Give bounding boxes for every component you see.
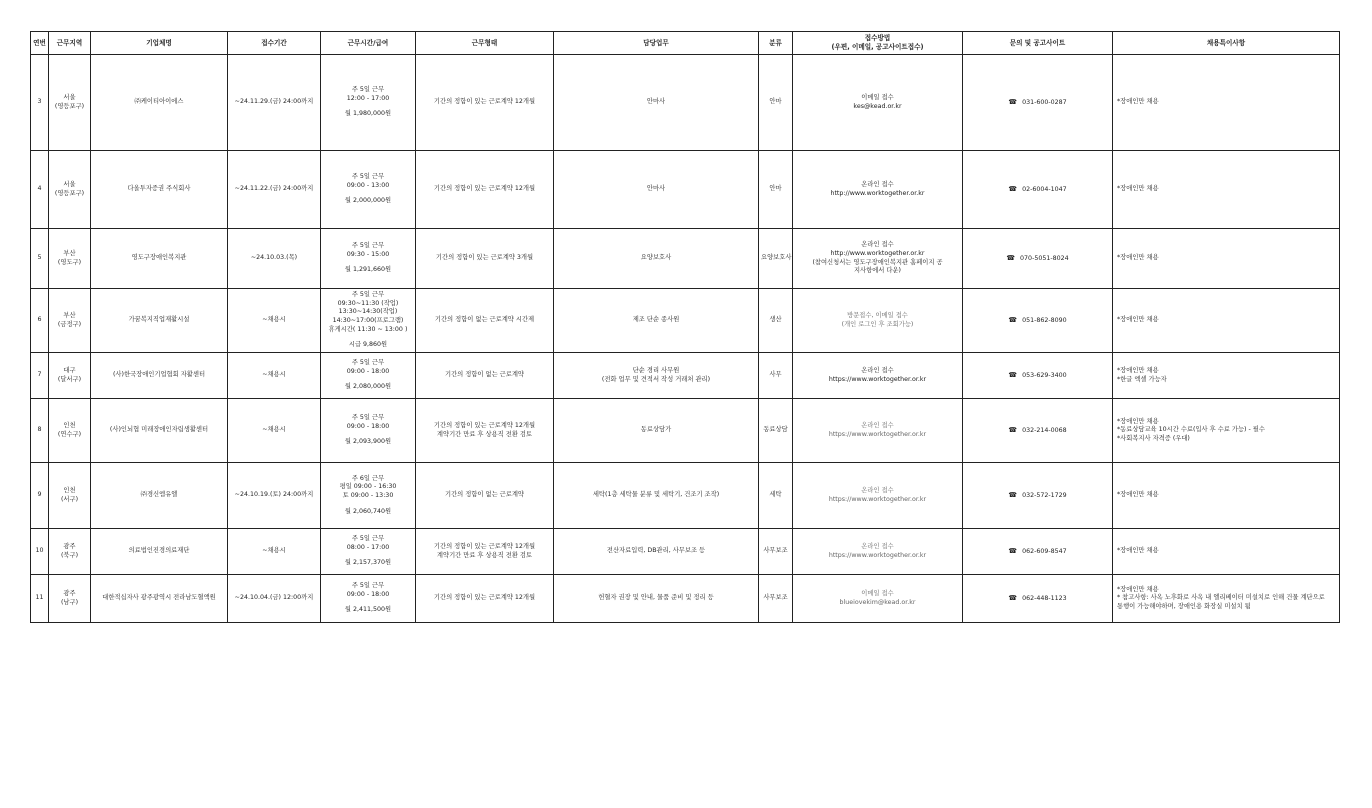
hiring-notes-line: *장애인만 채용 [1117, 491, 1159, 499]
application-method-line: 온라인 접수 [861, 486, 894, 494]
work-region [49, 289, 91, 353]
hiring-notes [1113, 353, 1340, 399]
work-region-line: 서울 [63, 93, 76, 101]
work-hours-line: 09:00 - 18:00 [346, 367, 390, 375]
job-duty-line: 동료상담가 [640, 426, 672, 434]
work-hours-line: 주 5일 근무 [351, 291, 385, 299]
job-duty [554, 289, 759, 353]
work-hours-line: 09:00 - 18:00 [346, 422, 390, 430]
contact-phone [963, 353, 1113, 399]
application-method [793, 399, 963, 463]
job-category: 세탁 [759, 463, 793, 529]
header-method-line1: 접수방법 [864, 34, 891, 43]
work-region [49, 399, 91, 463]
job-category: 사무보조 [759, 529, 793, 575]
application-method-line: blueiovekim@kead.or.kr [839, 598, 916, 606]
work-region-line: (금정구) [57, 320, 82, 328]
application-period: ~24.11.22.(금) 24:00까지 [228, 151, 321, 229]
work-hours-line: 주 5일 근무 [351, 86, 385, 94]
table-row [31, 151, 1340, 229]
employment-type [416, 575, 554, 623]
application-method [793, 229, 963, 289]
hiring-notes-line: *장애인만 채용 [1117, 366, 1159, 374]
job-category: 동료상담 [759, 399, 793, 463]
work-region [49, 529, 91, 575]
work-hours-salary [321, 575, 416, 623]
work-hours-line: 주 5일 근무 [351, 173, 385, 181]
work-region-line: 인천 [63, 421, 76, 429]
header-method-line2: (우편, 이메일, 공고사이트접수) [831, 43, 924, 51]
contact-phone [963, 575, 1113, 623]
application-method-line: 온라인 접수 [861, 366, 894, 374]
application-method [793, 463, 963, 529]
row-number: 5 [31, 229, 49, 289]
hiring-notes [1113, 529, 1340, 575]
application-method-line: http://www.worktogether.or.kr [830, 189, 925, 197]
employment-type [416, 353, 554, 399]
contact-phone [963, 229, 1113, 289]
job-duty-line: 단순 경리 사무원 [632, 366, 680, 374]
job-listing-sheet [30, 31, 1339, 623]
job-duty [554, 575, 759, 623]
work-hours-salary [321, 463, 416, 529]
header-hours: 근무시간/급여 [321, 32, 416, 55]
work-region-line: 인천 [63, 486, 76, 494]
contact-phone [963, 55, 1113, 151]
table-row [31, 289, 1340, 353]
job-duty [554, 55, 759, 151]
company-name: 의료법인진경의료재단 [91, 529, 228, 575]
row-number: 11 [31, 575, 49, 623]
hiring-notes-line: *한글 엑셀 가능자 [1117, 375, 1167, 383]
employment-type [416, 399, 554, 463]
application-period: ~24.11.29.(금) 24:00까지 [228, 55, 321, 151]
job-duty [554, 463, 759, 529]
employment-type-line: 계약기간 만료 후 상용직 전환 검토 [436, 551, 533, 559]
company-name: 영도구장애인복지관 [91, 229, 228, 289]
employment-type-line: 기간의 정함이 없는 근로계약 [445, 371, 524, 379]
work-hours-salary [321, 353, 416, 399]
work-hours-line: 13:30~14:30(작업) [338, 308, 398, 316]
work-region-line: 광주 [63, 589, 76, 597]
phone-number: 032-214-0068 [1022, 426, 1067, 434]
hiring-notes-line: 통행이 가능해야하며, 장애인용 화장실 미설치 됨 [1117, 602, 1251, 610]
work-region [49, 229, 91, 289]
job-category: 안마 [759, 55, 793, 151]
phone-number: 032-572-1729 [1022, 491, 1067, 499]
phone-icon: ☎ [1008, 184, 1018, 193]
employment-type-line: 기간의 정함이 없는 근로계약 [445, 491, 524, 499]
application-method-line: (개인 로그인 후 조회가능) [841, 320, 914, 328]
hiring-notes-line: *장애인만 채용 [1117, 316, 1159, 324]
company-name: (사)한국장애인기업협회 자활센터 [91, 353, 228, 399]
contact-phone [963, 463, 1113, 529]
header-duty: 담당업무 [554, 32, 759, 55]
hiring-notes-line: *사회복지사 자격증 (우대) [1117, 434, 1190, 442]
contact-phone [963, 529, 1113, 575]
phone-icon: ☎ [1008, 546, 1018, 555]
work-region [49, 463, 91, 529]
contact-phone [963, 289, 1113, 353]
hiring-notes-line: *장애인만 채용 [1117, 585, 1159, 593]
row-number: 6 [31, 289, 49, 353]
application-method-line: 온라인 접수 [861, 542, 894, 550]
job-duty [554, 529, 759, 575]
work-hours-line: 주 5일 근무 [351, 359, 385, 367]
application-method [793, 289, 963, 353]
job-category: 생산 [759, 289, 793, 353]
table-row [31, 463, 1340, 529]
contact-phone [963, 151, 1113, 229]
work-hours-salary [321, 229, 416, 289]
row-number: 8 [31, 399, 49, 463]
company-name: 다올투자증권 주식회사 [91, 151, 228, 229]
application-method-line: https://www.worktogether.or.kr [828, 375, 927, 383]
header-row [31, 32, 1340, 55]
work-hours-line: 평일 09:00 - 16:30 [339, 483, 397, 491]
application-method-line: http://www.worktogether.or.kr [830, 249, 925, 257]
work-region [49, 353, 91, 399]
header-no: 연번 [31, 32, 49, 55]
application-method [793, 529, 963, 575]
phone-number: 070-5051-8024 [1020, 254, 1069, 262]
work-hours-line [323, 501, 413, 508]
work-region-line: (영등포구) [54, 189, 85, 197]
job-category: 사무보조 [759, 575, 793, 623]
job-duty-line: 요양보호사 [640, 254, 672, 262]
table-row [31, 353, 1340, 399]
header-region: 근무지역 [49, 32, 91, 55]
application-method-line: 지사항에서 다운) [853, 267, 902, 275]
application-period: ~24.10.03.(목) [228, 229, 321, 289]
employment-type-line: 기간의 정함이 있는 근로계약 12개월 [433, 542, 536, 550]
work-hours-line: 월 2,080,000원 [344, 383, 392, 391]
job-duty [554, 399, 759, 463]
work-hours-line: 08:00 - 17:00 [346, 543, 390, 551]
employment-type [416, 463, 554, 529]
job-category: 안마 [759, 151, 793, 229]
work-region-line: (서구) [60, 495, 79, 503]
work-hours-line: 월 2,000,000원 [344, 197, 392, 205]
job-duty-line: 안마사 [646, 98, 666, 106]
work-hours-line: 월 2,060,740원 [344, 507, 392, 515]
work-hours-line: 월 1,291,660원 [344, 266, 392, 274]
application-method-line: kes@kead.or.kr [853, 102, 902, 110]
hiring-notes [1113, 289, 1340, 353]
hiring-notes [1113, 399, 1340, 463]
employment-type-line: 기간의 정함이 있는 근로계약 12개월 [433, 98, 536, 106]
work-hours-line: 토 09:00 - 13:30 [342, 492, 394, 499]
hiring-notes [1113, 151, 1340, 229]
application-period: ~24.10.19.(토) 24:00까지 [228, 463, 321, 529]
company-name: (사)인뇌협 미래장애인자립생활센터 [91, 399, 228, 463]
work-region [49, 151, 91, 229]
company-name: 대한적십자사 광주광역시 전라남도혈액원 [91, 575, 228, 623]
application-method-line: 방문접수, 이메일 접수 [847, 311, 908, 319]
job-listing-table [30, 31, 1340, 623]
application-period: ~채용시 [228, 529, 321, 575]
employment-type-line: 기간의 정함이 있는 근로계약 12개월 [433, 421, 536, 429]
work-region-line: (영등포구) [54, 102, 85, 110]
work-hours-line: 월 1,980,000원 [344, 110, 392, 118]
work-hours-line: 휴게시간( 11:30 ~ 13:00 ) [328, 325, 408, 333]
contact-phone [963, 399, 1113, 463]
header-company: 기업체명 [91, 32, 228, 55]
application-method-line: https://www.worktogether.or.kr [828, 430, 927, 438]
employment-type-line: 기간의 정함이 없는 근로계약 시간제 [434, 316, 535, 324]
header-method [793, 32, 963, 55]
application-method-line: https://www.worktogether.or.kr [828, 495, 927, 503]
company-name: 가꿈복지직업재활시설 [91, 289, 228, 353]
hiring-notes-line: *장애인만 채용 [1117, 254, 1159, 262]
job-duty-line: 전산자료입력, DB관리, 사무보조 등 [606, 547, 706, 555]
work-region-line: 광주 [63, 542, 76, 550]
phone-icon: ☎ [1008, 593, 1018, 602]
application-method-line: 온라인 접수 [861, 180, 894, 188]
phone-number: 02-6004-1047 [1022, 185, 1067, 193]
work-hours-line: 시급 9,860원 [348, 341, 388, 349]
work-region [49, 575, 91, 623]
application-period: ~24.10.04.(금) 12:00까지 [228, 575, 321, 623]
work-hours-line: 주 5일 근무 [351, 414, 385, 422]
work-hours-salary [321, 151, 416, 229]
work-region-line: 서울 [63, 180, 76, 188]
hiring-notes-line: *장애인만 채용 [1117, 547, 1159, 555]
company-name: ㈜케이티아이에스 [91, 55, 228, 151]
work-hours-line: 09:00 - 18:00 [346, 590, 390, 598]
header-notes: 채용특이사항 [1113, 32, 1340, 55]
phone-icon: ☎ [1008, 97, 1018, 106]
work-region-line: (북구) [60, 551, 79, 559]
application-method-line: (참여신청서는 영도구장애인복지관 홈페이지 공 [812, 258, 943, 266]
work-hours-line: 09:30~11:30 (작업) [337, 299, 399, 307]
hiring-notes-line: *장애인만 채용 [1117, 98, 1159, 106]
row-number: 9 [31, 463, 49, 529]
work-region-line: 부산 [63, 311, 76, 319]
application-method [793, 151, 963, 229]
company-name: ㈜경신엠유엘 [91, 463, 228, 529]
work-hours-salary [321, 529, 416, 575]
header-category: 분류 [759, 32, 793, 55]
row-number: 4 [31, 151, 49, 229]
job-duty-line: 안마사 [646, 185, 666, 193]
hiring-notes-line: *동료상담교육 10시간 수료(입사 후 수료 가능) - 필수 [1117, 426, 1265, 434]
application-method-line: 온라인 접수 [861, 241, 894, 249]
application-method-line: 이메일 접수 [861, 589, 894, 597]
work-hours-line: 월 2,157,370원 [344, 559, 392, 567]
job-category: 사무 [759, 353, 793, 399]
work-region-line: 대구 [63, 366, 76, 374]
work-region-line: 부산 [63, 249, 76, 257]
job-duty [554, 151, 759, 229]
job-duty-line: 제조 단순 종사원 [632, 316, 680, 324]
application-method-line: https://www.worktogether.or.kr [828, 551, 927, 559]
application-method-line: 이메일 접수 [861, 93, 894, 101]
work-hours-line: 주 6일 근무 [351, 474, 385, 482]
job-duty-line: 헌혈자 권장 및 안내, 물품 준비 및 정리 등 [598, 594, 714, 602]
application-method [793, 55, 963, 151]
row-number: 7 [31, 353, 49, 399]
table-row [31, 229, 1340, 289]
phone-icon: ☎ [1006, 253, 1016, 262]
phone-number: 051-862-8090 [1022, 316, 1067, 324]
row-number: 3 [31, 55, 49, 151]
application-method [793, 353, 963, 399]
phone-icon: ☎ [1008, 425, 1018, 434]
work-hours-line: 09:00 - 13:00 [346, 181, 390, 189]
header-period: 접수기간 [228, 32, 321, 55]
application-method-line: 온라인 접수 [861, 421, 894, 429]
hiring-notes [1113, 575, 1340, 623]
work-region-line: (달서구) [57, 375, 82, 383]
hiring-notes-line: *장애인만 채용 [1117, 185, 1159, 193]
application-period: ~채용시 [228, 353, 321, 399]
work-hours-line: 09:30 - 15:00 [346, 250, 390, 258]
employment-type [416, 55, 554, 151]
hiring-notes [1113, 463, 1340, 529]
application-period: ~채용시 [228, 399, 321, 463]
phone-icon: ☎ [1008, 370, 1018, 379]
job-duty [554, 229, 759, 289]
hiring-notes-line: * 참고사항: 사옥 노후화로 사옥 내 엘리베이터 미설치로 인해 건물 계단으로 [1117, 594, 1325, 602]
job-duty-line: (전화 업무 및 견적서 작성 거래처 관리) [601, 375, 711, 383]
work-region-line: (영도구) [57, 258, 82, 266]
work-hours-salary [321, 55, 416, 151]
employment-type [416, 529, 554, 575]
employment-type [416, 229, 554, 289]
work-hours-line: 주 5일 근무 [351, 242, 385, 250]
table-row [31, 529, 1340, 575]
table-row [31, 399, 1340, 463]
employment-type-line: 기간의 정함이 있는 근로계약 12개월 [433, 185, 536, 193]
application-period: ~채용시 [228, 289, 321, 353]
work-hours-line: 주 5일 근무 [351, 535, 385, 543]
hiring-notes [1113, 229, 1340, 289]
phone-icon: ☎ [1008, 315, 1018, 324]
header-type: 근무형태 [416, 32, 554, 55]
job-duty [554, 353, 759, 399]
table-row [31, 575, 1340, 623]
job-category: 요양보호사 [759, 229, 793, 289]
employment-type-line: 계약기간 만료 후 상용직 전환 검토 [436, 430, 533, 438]
hiring-notes [1113, 55, 1340, 151]
phone-number: 062-448-1123 [1022, 594, 1067, 602]
phone-number: 062-609-8547 [1022, 547, 1067, 555]
table-row [31, 55, 1340, 151]
work-hours-line: 월 2,411,500원 [344, 606, 392, 614]
work-hours-line: 월 2,093,900원 [344, 438, 392, 446]
work-hours-line: 주 5일 근무 [351, 582, 385, 590]
employment-type [416, 289, 554, 353]
work-region [49, 55, 91, 151]
hiring-notes-line: *장애인만 채용 [1117, 417, 1159, 425]
employment-type-line: 기간의 정함이 있는 근로계약 12개월 [433, 594, 536, 602]
row-number: 10 [31, 529, 49, 575]
work-hours-salary [321, 289, 416, 353]
application-method [793, 575, 963, 623]
phone-number: 053-629-3400 [1022, 371, 1067, 379]
work-hours-line: 14:30~17:00(프로그램) [332, 317, 404, 324]
employment-type-line: 기간의 정함이 있는 근로계약 3개월 [435, 254, 534, 262]
phone-icon: ☎ [1008, 490, 1018, 499]
work-region-line: (남구) [60, 598, 79, 606]
employment-type [416, 151, 554, 229]
header-contact: 문의 및 공고사이트 [963, 32, 1113, 55]
work-hours-line: 12:00 - 17:00 [346, 94, 390, 102]
job-duty-line: 세탁(1층 세탁물 분류 및 세탁기, 건조기 조작) [592, 491, 720, 499]
work-region-line: (연수구) [57, 430, 82, 438]
phone-number: 031-600-0287 [1022, 98, 1067, 106]
work-hours-salary [321, 399, 416, 463]
